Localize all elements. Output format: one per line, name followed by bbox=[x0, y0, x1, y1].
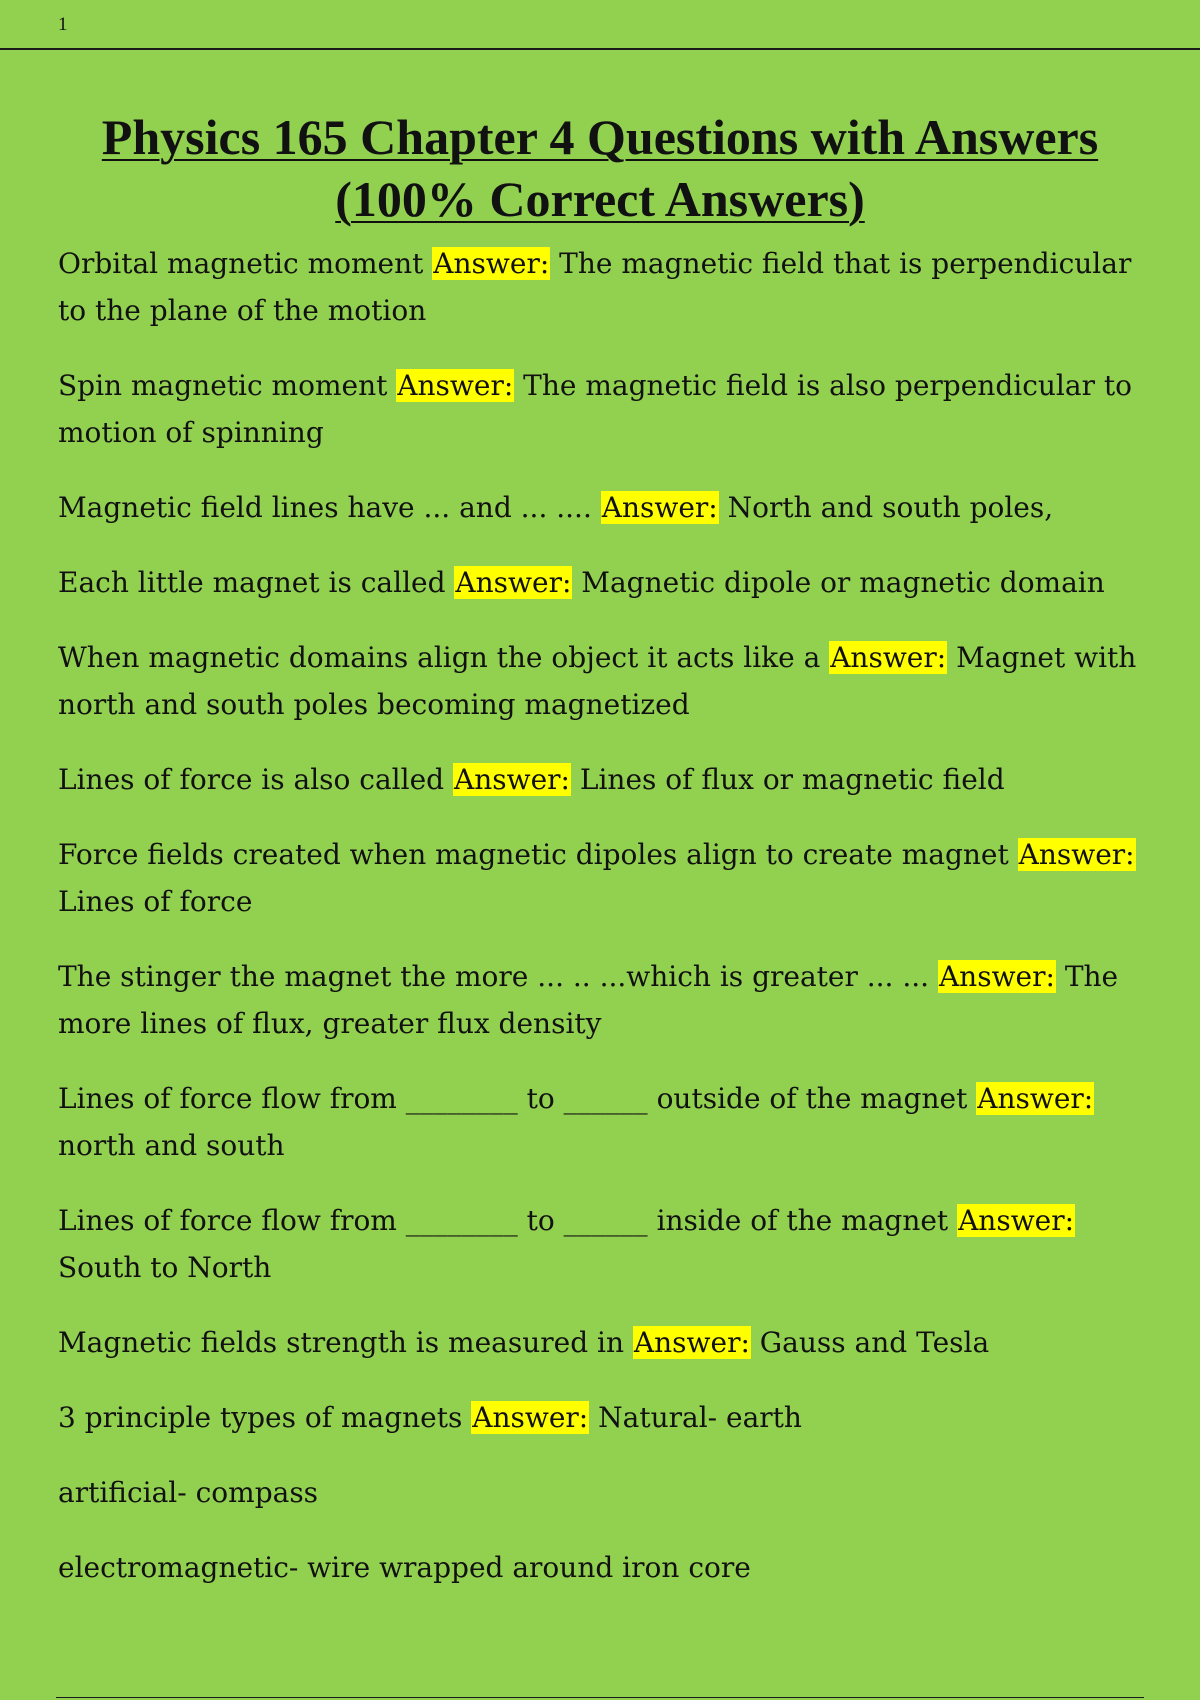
qa-item bbox=[58, 1197, 1148, 1291]
question-text: 3 principle types of magnets bbox=[58, 1401, 472, 1434]
note-line: electromagnetic- wire wrapped around iron core bbox=[58, 1551, 751, 1584]
answer-label: Answer: bbox=[938, 960, 1055, 993]
answer-text: The magnetic field that is perpendicular to the plane of the motion bbox=[58, 247, 1132, 327]
answer-text: South to North bbox=[58, 1251, 272, 1284]
document-title: Physics 165 Chapter 4 Questions with Answers (100% Correct Answers) bbox=[101, 109, 1099, 227]
question-text: Orbital magnetic moment bbox=[58, 247, 433, 280]
question-text: Lines of force flow from ________ to ______ outside of the magnet bbox=[58, 1082, 977, 1115]
note-line: artificial- compass bbox=[58, 1476, 319, 1509]
qa-item bbox=[58, 831, 1148, 925]
question-text: Force fields created when magnetic dipoles align to create magnet bbox=[58, 838, 1018, 871]
question-text: Magnetic fields strength is measured in bbox=[58, 1326, 633, 1359]
header-rule bbox=[0, 48, 1200, 50]
qa-item bbox=[58, 559, 1148, 606]
question-text: Spin magnetic moment bbox=[58, 369, 397, 402]
question-text: The stinger the magnet the more ... .. ...which is greater ... ... bbox=[58, 960, 938, 993]
answer-label: Answer: bbox=[433, 247, 550, 280]
qa-item bbox=[58, 634, 1148, 728]
qa-item bbox=[58, 1075, 1148, 1169]
answer-text: The magnetic field is also perpendicular to motion of spinning bbox=[58, 369, 1132, 449]
question-text: Each little magnet is called bbox=[58, 566, 455, 599]
answer-text: Gauss and Tesla bbox=[750, 1326, 990, 1359]
answer-text: Magnetic dipole or magnetic domain bbox=[572, 566, 1105, 599]
qa-item bbox=[58, 1394, 1148, 1441]
qa-item bbox=[58, 1319, 1148, 1366]
question-text: Lines of force is also called bbox=[58, 763, 453, 796]
question-text: Lines of force flow from ________ to ______ inside of the magnet bbox=[58, 1204, 958, 1237]
answer-text: Lines of flux or magnetic field bbox=[570, 763, 1005, 796]
qa-item bbox=[58, 484, 1148, 531]
answer-text: North and south poles, bbox=[718, 491, 1054, 524]
answer-text: Lines of force bbox=[58, 885, 253, 918]
footer-rule bbox=[56, 1697, 1144, 1698]
qa-item bbox=[58, 362, 1148, 456]
answer-label: Answer: bbox=[633, 1326, 750, 1359]
answer-label: Answer: bbox=[830, 641, 947, 674]
qa-item bbox=[58, 756, 1148, 803]
qa-list bbox=[58, 240, 1148, 1619]
question-text: Magnetic field lines have ... and ... .... bbox=[58, 491, 601, 524]
answer-label: Answer: bbox=[977, 1082, 1094, 1115]
answer-label: Answer: bbox=[601, 491, 718, 524]
answer-label: Answer: bbox=[453, 763, 570, 796]
answer-label: Answer: bbox=[958, 1204, 1075, 1237]
answer-text: Natural- earth bbox=[589, 1401, 802, 1434]
answer-text: The more lines of flux, greater flux density bbox=[58, 960, 1119, 1040]
answer-label: Answer: bbox=[1018, 838, 1135, 871]
answer-label: Answer: bbox=[455, 566, 572, 599]
answer-text: Magnet with north and south poles becoming magnetized bbox=[58, 641, 1137, 721]
page-number: 1 bbox=[58, 14, 68, 35]
qa-item bbox=[58, 953, 1148, 1047]
answer-label: Answer: bbox=[472, 1401, 589, 1434]
question-text: When magnetic domains align the object it acts like a bbox=[58, 641, 830, 674]
answer-label: Answer: bbox=[397, 369, 514, 402]
answer-text: north and south bbox=[58, 1129, 285, 1162]
qa-item bbox=[58, 240, 1148, 334]
